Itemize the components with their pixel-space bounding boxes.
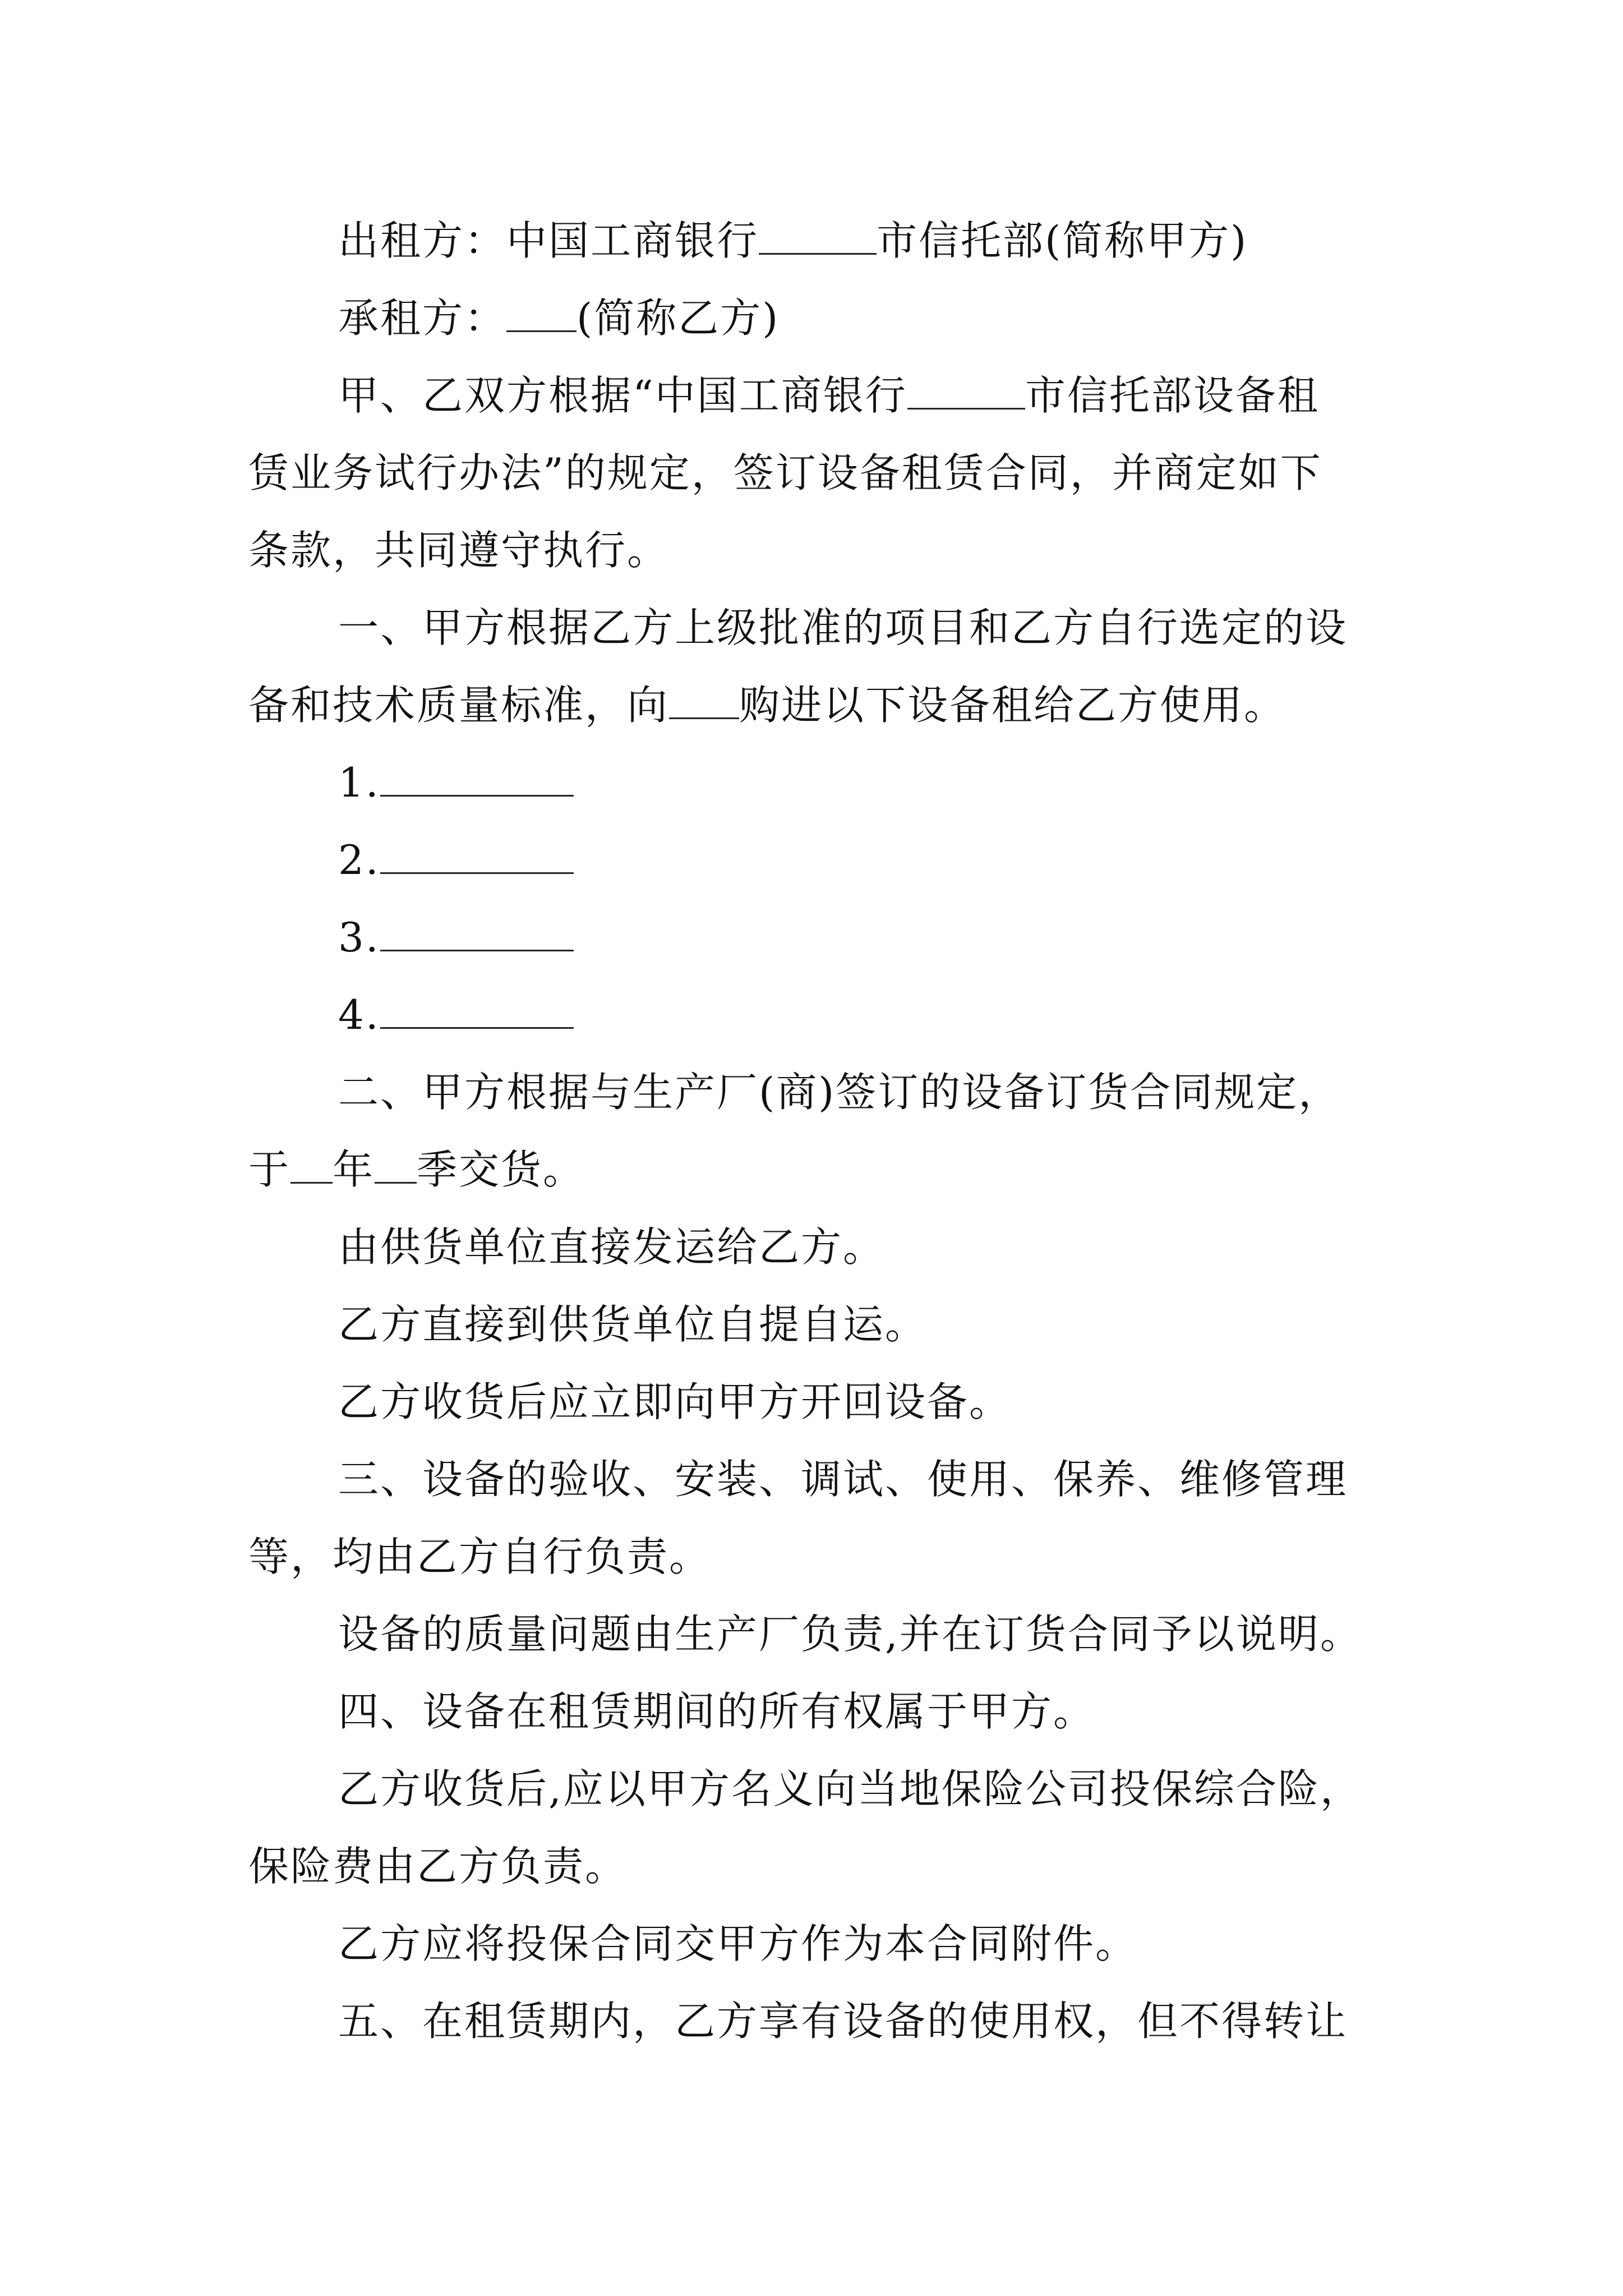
- intro-blank: [907, 364, 1025, 409]
- delivery-para-2: 乙方直接到供货单位自提自运。: [338, 1301, 928, 1348]
- clause-1-line-1: 一、甲方根据乙方上级批准的项目和乙方自行选定的设: [338, 604, 1348, 651]
- season-blank: [375, 1138, 417, 1184]
- clause-3-line-2: 等，均由乙方自行负责。: [248, 1533, 712, 1580]
- intro-line-3: 条款，共同遵守执行。: [248, 527, 670, 574]
- party-a-blank: [759, 209, 877, 255]
- intro-line-1: [248, 357, 1387, 434]
- equipment-item-2: [248, 821, 1387, 899]
- insurance-line-1: 乙方收货后,应以甲方名义向当地保险公司投保综合险，: [338, 1765, 1362, 1812]
- party-b-line: [248, 279, 1387, 357]
- equipment-item-1: [248, 744, 1387, 821]
- clause-2-yu: 于: [248, 1146, 291, 1193]
- intro-line-1-suffix: 市信托部设备租: [1025, 372, 1320, 419]
- equipment-item-4: [248, 976, 1387, 1053]
- intro-line-2: 赁业务试行办法”的规定，签订设备租赁合同，并商定如下: [248, 449, 1322, 496]
- clause-3-line-1: 三、设备的验收、安装、调试、使用、保养、维修管理: [338, 1456, 1348, 1503]
- party-b-suffix: (简称乙方): [577, 295, 780, 342]
- party-b-blank: [506, 287, 577, 332]
- item-number: 1.: [338, 759, 380, 806]
- party-a-prefix: 出租方：中国工商银行: [338, 217, 759, 264]
- clause-1-line-2-prefix: 备和技术质量标准，向: [248, 682, 670, 729]
- item-blank: [380, 906, 574, 951]
- clause-2-line-1: 二、甲方根据与生产厂(商)签订的设备订货合同规定，: [338, 1069, 1341, 1116]
- party-b-prefix: 承租方：: [338, 295, 507, 342]
- clause-5: 五、在租赁期内，乙方享有设备的使用权，但不得转让: [338, 1998, 1348, 2045]
- party-a-line: [248, 202, 1387, 279]
- item-blank: [380, 983, 574, 1029]
- item-number: 4.: [338, 991, 380, 1038]
- attachment-para: 乙方应将投保合同交甲方作为本合同附件。: [338, 1920, 1138, 1967]
- item-number: 3.: [338, 914, 380, 961]
- equipment-item-3: [248, 899, 1387, 976]
- quality-para: 设备的质量问题由生产厂负责,并在订货合同予以说明。: [338, 1611, 1362, 1658]
- item-blank: [380, 829, 574, 874]
- item-number: 2.: [338, 836, 380, 884]
- clause-2-line-2: [248, 1131, 1387, 1208]
- delivery-para-1: 由供货单位直接发运给乙方。: [338, 1223, 886, 1271]
- party-a-suffix: 市信托部(简称甲方): [877, 217, 1248, 264]
- supplier-blank: [669, 674, 739, 719]
- clause-2-nian: 年: [333, 1146, 375, 1193]
- intro-line-1-prefix: 甲、乙双方根据“中国工商银行: [338, 372, 907, 419]
- contract-body: [248, 202, 1387, 2060]
- clause-1-line-2: [248, 666, 1387, 744]
- clause-1-line-2-suffix: 购进以下设备租给乙方使用。: [739, 682, 1287, 729]
- clause-4: 四、设备在租赁期间的所有权属于甲方。: [338, 1688, 1096, 1735]
- item-blank: [380, 751, 574, 797]
- insurance-line-2: 保险费由乙方负责。: [248, 1843, 628, 1890]
- year-blank: [291, 1138, 333, 1184]
- delivery-para-3: 乙方收货后应立即向甲方开回设备。: [338, 1378, 1012, 1425]
- clause-2-rest: 季交货。: [417, 1146, 585, 1193]
